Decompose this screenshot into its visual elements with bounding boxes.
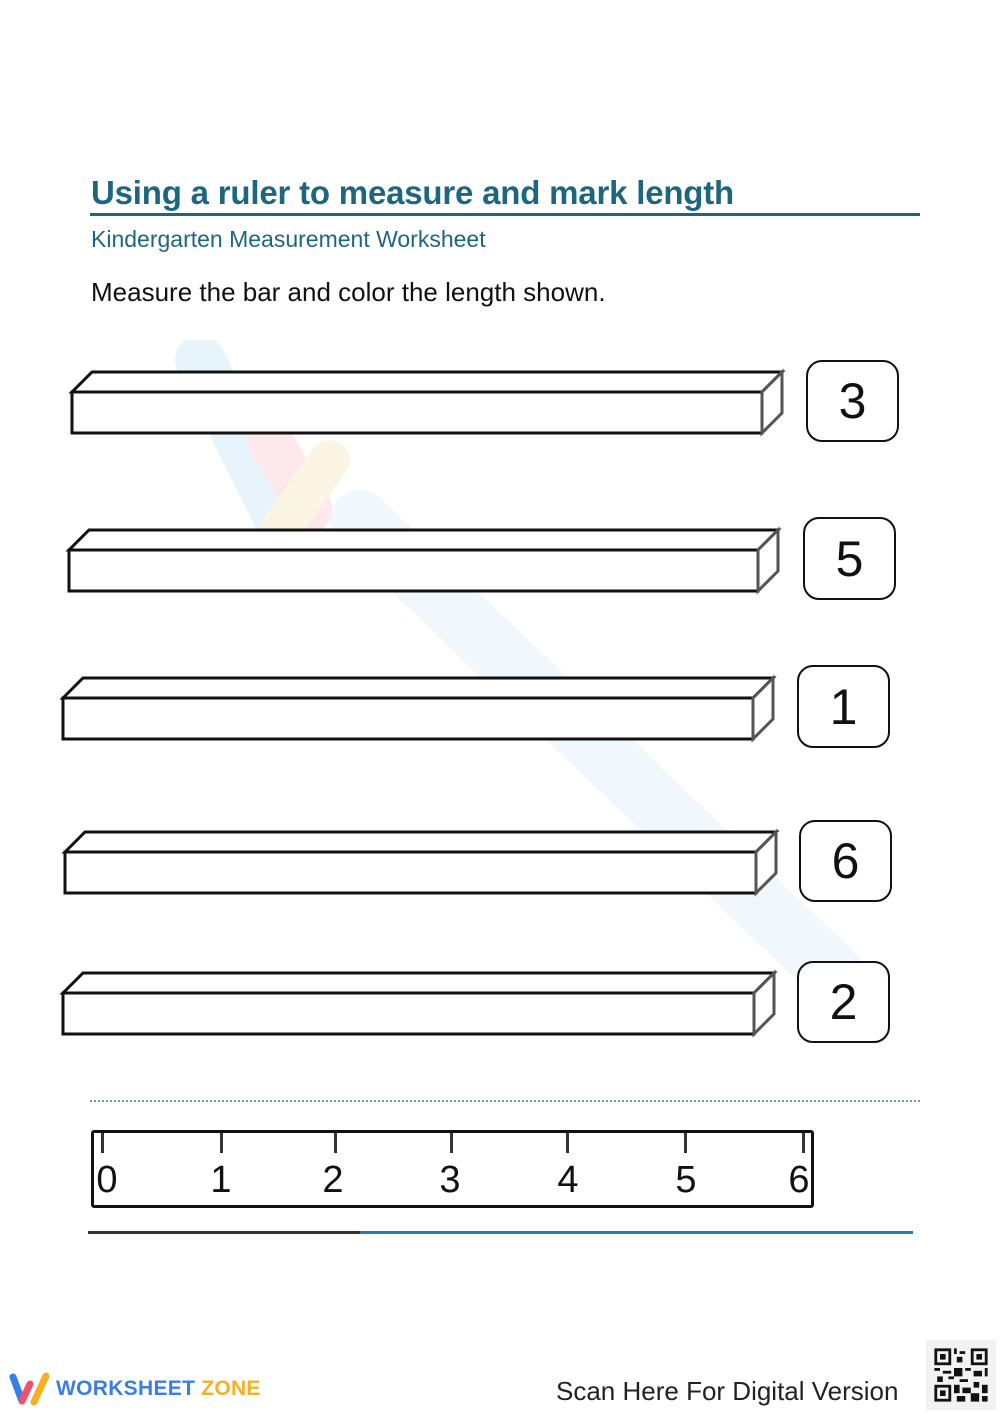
ruler-tick-0 [101, 1133, 104, 1153]
ruler-tick-2 [334, 1133, 337, 1153]
target-length-box-4: 6 [799, 820, 892, 902]
ruler-tick-4 [566, 1133, 569, 1153]
ruler-label-1: 1 [210, 1159, 232, 1201]
bar-1[interactable] [72, 372, 782, 433]
page-subtitle: Kindergarten Measurement Worksheet [91, 226, 486, 252]
ruler-tick-3 [450, 1133, 453, 1153]
brand-name-part2: ZONE [201, 1377, 261, 1400]
target-length-box-2: 5 [803, 517, 896, 600]
ruler-label-6: 6 [788, 1159, 810, 1201]
brand-logo[interactable] [8, 1372, 261, 1406]
ruler-tick-6 [802, 1133, 805, 1153]
scan-instructions: Scan Here For Digital Version [556, 1376, 899, 1406]
ruler-label-0: 0 [96, 1159, 118, 1201]
ruler-tick-1 [220, 1133, 223, 1153]
ruler-label-4: 4 [557, 1159, 579, 1201]
footer-rule-dark [88, 1231, 360, 1234]
ruler-label-5: 5 [675, 1159, 697, 1201]
ruler-label-2: 2 [322, 1159, 344, 1201]
ruler [91, 1130, 814, 1208]
target-length-box-3: 1 [797, 665, 890, 748]
footer-rule-blue [360, 1231, 913, 1234]
brand-name-part1: WORKSHEET [56, 1377, 196, 1400]
bar-2[interactable] [69, 530, 778, 591]
instructions: Measure the bar and color the length shown. [91, 277, 606, 307]
page-title: Using a ruler to measure and mark length [91, 174, 735, 211]
cut-line [90, 1100, 920, 1102]
bar-5[interactable] [63, 973, 774, 1034]
bar-3[interactable] [63, 678, 773, 739]
ruler-label-3: 3 [439, 1159, 461, 1201]
qr-code-icon[interactable] [926, 1340, 996, 1410]
target-length-box-1: 3 [806, 360, 899, 442]
target-length-box-5: 2 [797, 961, 890, 1043]
ruler-tick-5 [684, 1133, 687, 1153]
worksheetzone-logo-icon [8, 1372, 50, 1406]
bar-4[interactable] [65, 832, 776, 893]
